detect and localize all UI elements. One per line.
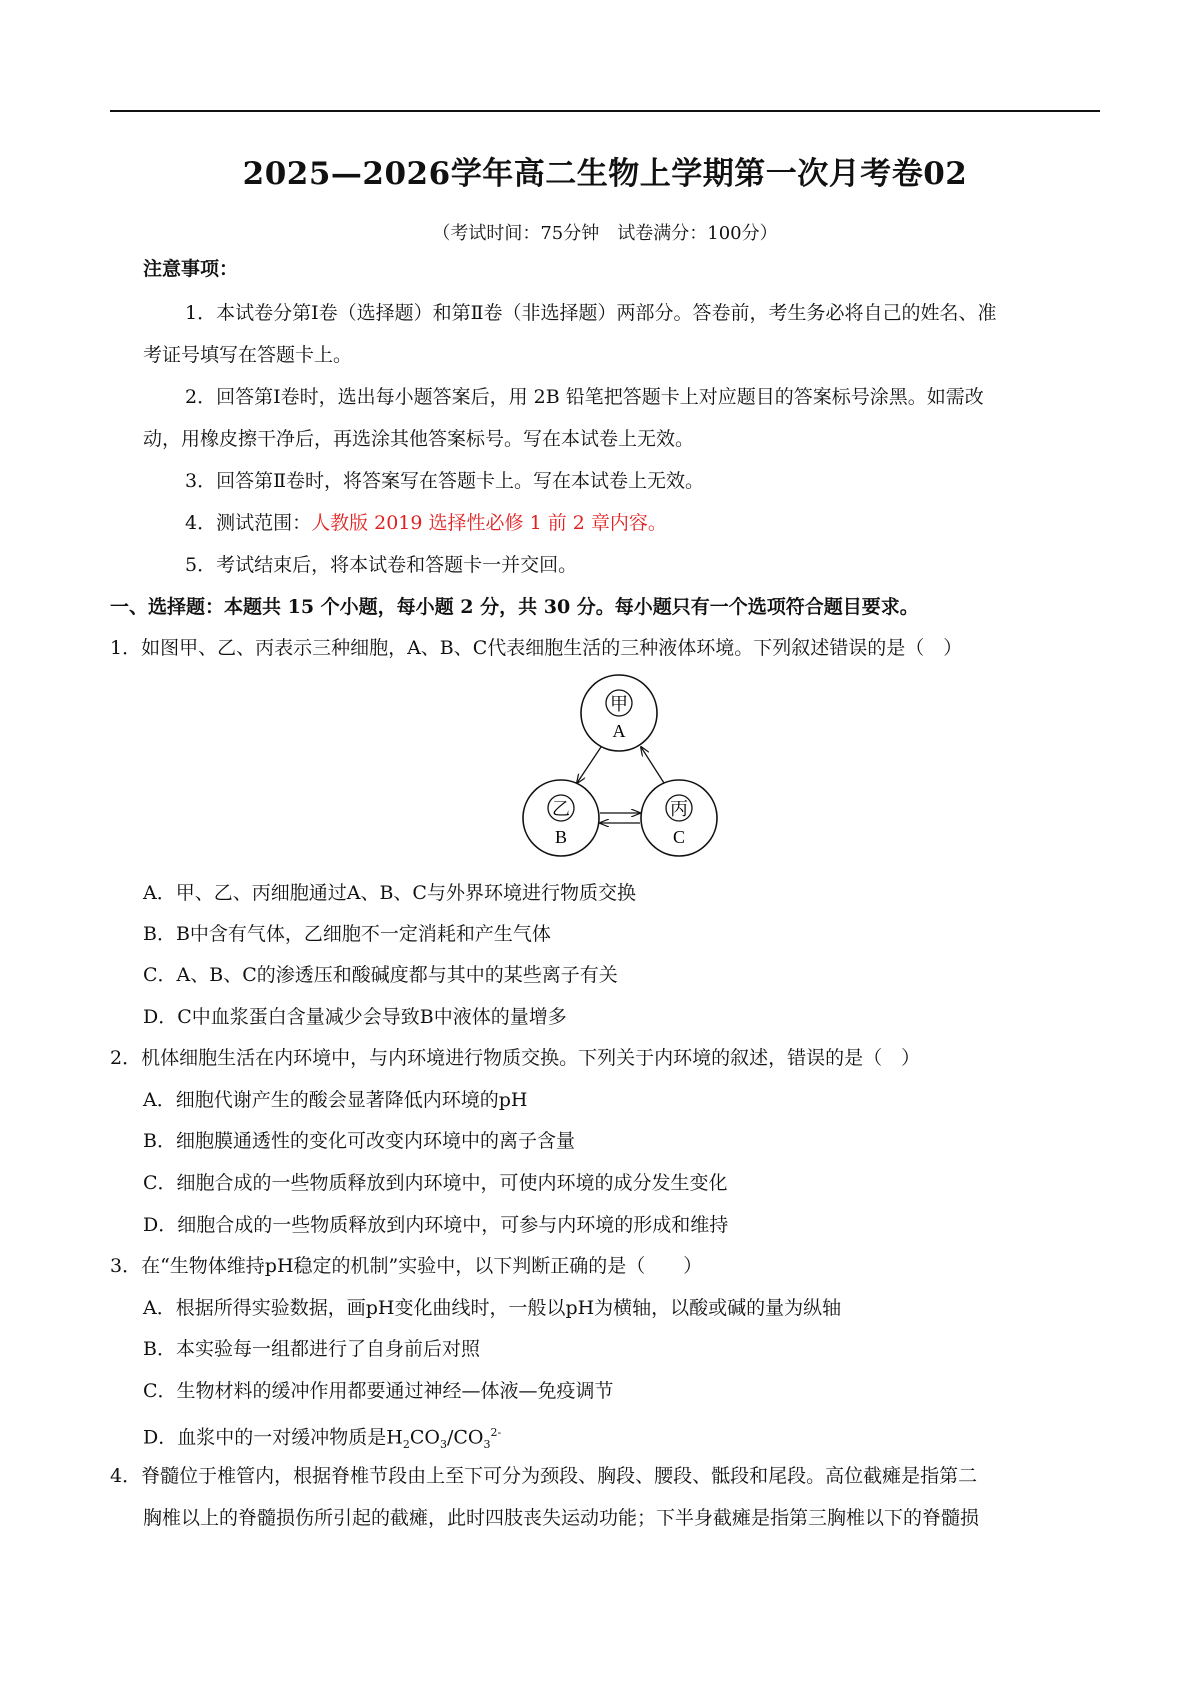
question-4-stem-line-2: 胸椎以上的脊髓损伤所引起的截瘫，此时四肢丧失运动功能；下半身截瘫是指第三胸椎以下的脊髓损 (143, 1507, 980, 1529)
notice-item-2-line-1: 2．回答第Ⅰ卷时，选出每小题答案后，用 2B 铅笔把答题卡上对应题目的答案标号涂黑。如需改 (185, 386, 984, 408)
fluid-b-label: B (554, 827, 568, 847)
question-2-option-b: B．细胞膜通透性的变化可改变内环境中的离子含量 (143, 1130, 575, 1152)
question-2-option-a: A．细胞代谢产生的酸会显著降低内环境的pH (143, 1089, 528, 1111)
notice-item-1-line-2: 考证号填写在答题卡上。 (143, 344, 353, 366)
arrow-a-to-b (577, 747, 601, 783)
question-3-option-a: A．根据所得实验数据，画pH变化曲线时，一般以pH为横轴，以酸或碱的量为纵轴 (143, 1297, 842, 1319)
option-d-prefix: D．血浆中的一对缓冲物质是H (143, 1426, 403, 1449)
body-fluid-diagram (515, 672, 725, 862)
page-title: 2025—2026学年高二生物上学期第一次月考卷02 (242, 156, 968, 192)
question-1-option-a: A．甲、乙、丙细胞通过A、B、C与外界环境进行物质交换 (143, 882, 636, 904)
fluid-a-label: A (612, 721, 626, 741)
superscript-charge: 2- (490, 1426, 502, 1439)
notice-item-4 (185, 510, 667, 536)
question-2-stem: 2．机体细胞生活在内环境中，与内环境进行物质交换。下列关于内环境的叙述，错误的是（ ） (110, 1047, 921, 1069)
question-1-option-b: B．B中含有气体，乙细胞不一定消耗和产生气体 (143, 923, 551, 945)
question-3-option-d (143, 1420, 501, 1458)
test-scope: 人教版 2019 选择性必修 1 前 2 章内容。 (311, 512, 667, 534)
question-3-stem: 3．在“生物体维持pH稳定的机制”实验中，以下判断正确的是（ ） (110, 1255, 703, 1277)
arrow-c-to-a (641, 747, 664, 783)
formula-slash-co: /CO (446, 1426, 484, 1449)
notice-item-1-line-1: 1．本试卷分第Ⅰ卷（选择题）和第Ⅱ卷（非选择题）两部分。答卷前，考生务必将自己的姓名、准 (185, 302, 997, 324)
question-3-option-b: B．本实验每一组都进行了自身前后对照 (143, 1338, 480, 1360)
exam-info: （考试时间：75分钟 试卷满分：100分） (432, 223, 778, 244)
notice-item-2-line-2: 动，用橡皮擦干净后，再选涂其他答案标号。写在本试卷上无效。 (143, 428, 695, 450)
question-4-stem-line-1: 4．脊髓位于椎管内，根据脊椎节段由上至下可分为颈段、胸段、腰段、骶段和尾段。高位截瘫是指第二 (110, 1465, 978, 1487)
question-3-option-c: C．生物材料的缓冲作用都要通过神经—体液—免疫调节 (143, 1380, 614, 1402)
notice-item-4-prefix: 4．测试范围： (185, 512, 312, 534)
question-1-stem: 1．如图甲、乙、丙表示三种细胞，A、B、C代表细胞生活的三种液体环境。下列叙述错误的是（ ） (110, 637, 963, 659)
question-2-option-c: C．细胞合成的一些物质释放到内环境中，可使内环境的成分发生变化 (143, 1172, 728, 1194)
fluid-c-label: C (672, 827, 686, 847)
notice-heading: 注意事项： (143, 258, 239, 280)
subscript-3: 3 (439, 1438, 447, 1452)
question-1-option-d: D．C中血浆蛋白含量减少会导致B中液体的量增多 (143, 1006, 567, 1028)
question-1-option-c: C．A、B、C的渗透压和酸碱度都与其中的某些离子有关 (143, 964, 618, 986)
subscript-3b: 3 (483, 1438, 491, 1452)
cell-jia-label: 甲 (610, 694, 628, 715)
formula-co: CO (409, 1426, 440, 1449)
cell-bing-label: 丙 (670, 799, 688, 820)
question-2-option-d: D．细胞合成的一些物质释放到内环境中，可参与内环境的形成和维持 (143, 1214, 729, 1236)
cell-yi-label: 乙 (552, 799, 570, 820)
section-heading: 一、选择题：本题共 15 个小题，每小题 2 分，共 30 分。每小题只有一个选项符合题目要求。 (110, 596, 919, 618)
subscript-2: 2 (402, 1438, 410, 1452)
notice-item-5: 5．考试结束后，将本试卷和答题卡一并交回。 (185, 554, 578, 576)
notice-item-3: 3．回答第Ⅱ卷时，将答案写在答题卡上。写在本试卷上无效。 (185, 470, 705, 492)
header-rule (110, 110, 1100, 112)
